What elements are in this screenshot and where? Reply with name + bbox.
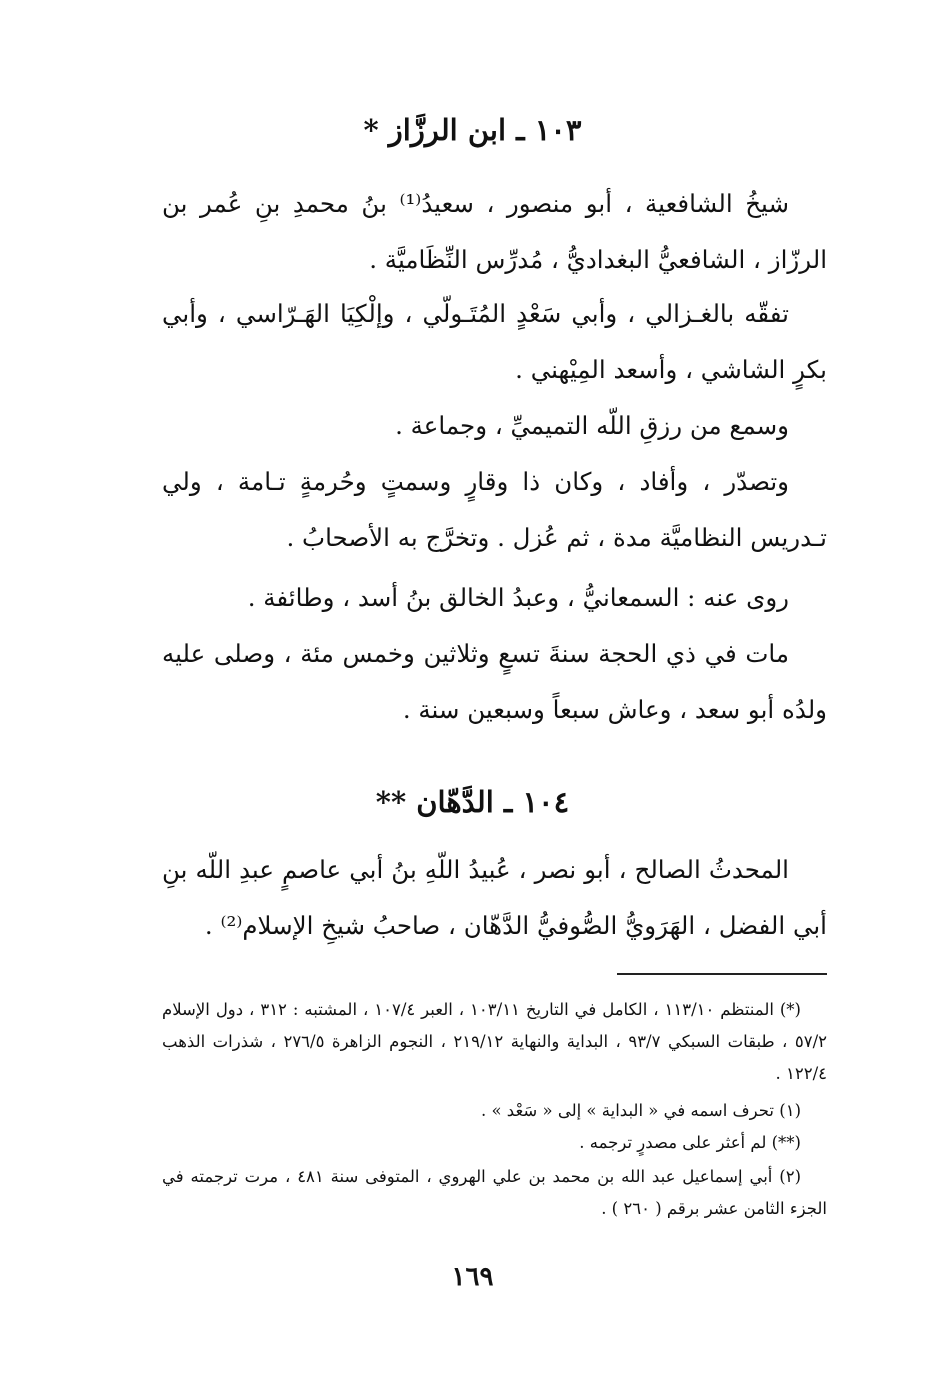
entry-104-paragraph-1: المحدثُ الصالح ، أبو نصر ، عُبيدُ اللّهِ بنُ أبي عاصمٍ عبدِ اللّه بنِ أبي الفضل ، الهَرَويُّ الصُّوفيُّ الدَّهّان ، صاحبُ شيخِ الإسلام⁽²⁾ . (162, 855, 827, 940)
footnote-separator (617, 973, 827, 975)
entry-103-paragraph-5: روى عنه : السمعانيُّ ، وعبدُ الخالق بنُ أسد ، وطائفة . (247, 583, 789, 612)
entry-104-title: ١٠٤ ـ الدَّهّان ** (375, 785, 570, 819)
footnote-2: (٢) أبي إسماعيل عبد الله بن محمد بن علي الهروي ، المتوفى سنة ٤٨١ ، مرت ترجمته في الجزء الثامن عشر برقم ( ٢٦٠ ) . (162, 1167, 827, 1218)
footnote-1: (١) تحرف اسمه في « البداية » إلى « سَعْد » . (480, 1101, 801, 1120)
page-number: ١٦٩ (451, 1262, 494, 1292)
entry-103-paragraph-6: مات في ذي الحجة سنةَ تسعٍ وثلاثين وخمس مئة ، وصلى عليه ولدُه أبو سعد ، وعاش سبعاً وسبعين سنة . (162, 639, 827, 724)
entry-103-paragraph-3: وسمع من رزقِ اللّه التميميِّ ، وجماعة . (395, 411, 789, 440)
entry-103-paragraph-2: تفقّه بالغـزالي ، وأبي سَعْدٍ المُتَـولّي ، وإلْكِيَا الهَـرّاسي ، وأبي بكرٍ الشاشي ، وأسعد المِيْهني . (162, 299, 827, 384)
entry-103-paragraph-4: وتصدّر ، وأفاد ، وكان ذا وقارٍ وسمتٍ وحُرمةٍ تـامة ، ولي تـدريس النظاميَّة مدة ، ثم عُزل . وتخرَّج به الأصحابُ . (162, 467, 827, 552)
entry-103-paragraph-1: شيخُ الشافعية ، أبو منصور ، سعيدُ⁽¹⁾ بنُ محمدِ بنِ عُمر بن الرزّاز ، الشافعيُّ البغداديُّ ، مُدرِّس النِّظَاميَّة . (162, 189, 827, 274)
footnote-entry-104-sources: (**) لم أعثر على مصدرٍ ترجمه . (579, 1133, 801, 1152)
entry-103-title: ١٠٣ ـ ابن الرزَّاز * (363, 113, 582, 147)
footnote-entry-103-sources: (*) المنتظم ١١٣/١٠ ، الكامل في التاريخ ١٠٣/١١ ، العبر ١٠٧/٤ ، المشتبه : ٣١٢ ، دول الإسلام ٥٧/٢ ، طبقات السبكي ٩٣/٧ ، البداية والنهاية ٢١٩/١٢ ، النجوم الزاهرة ٢٧٦/٥ ، شذرات الذهب ١٢٢/٤ . (162, 1000, 827, 1083)
